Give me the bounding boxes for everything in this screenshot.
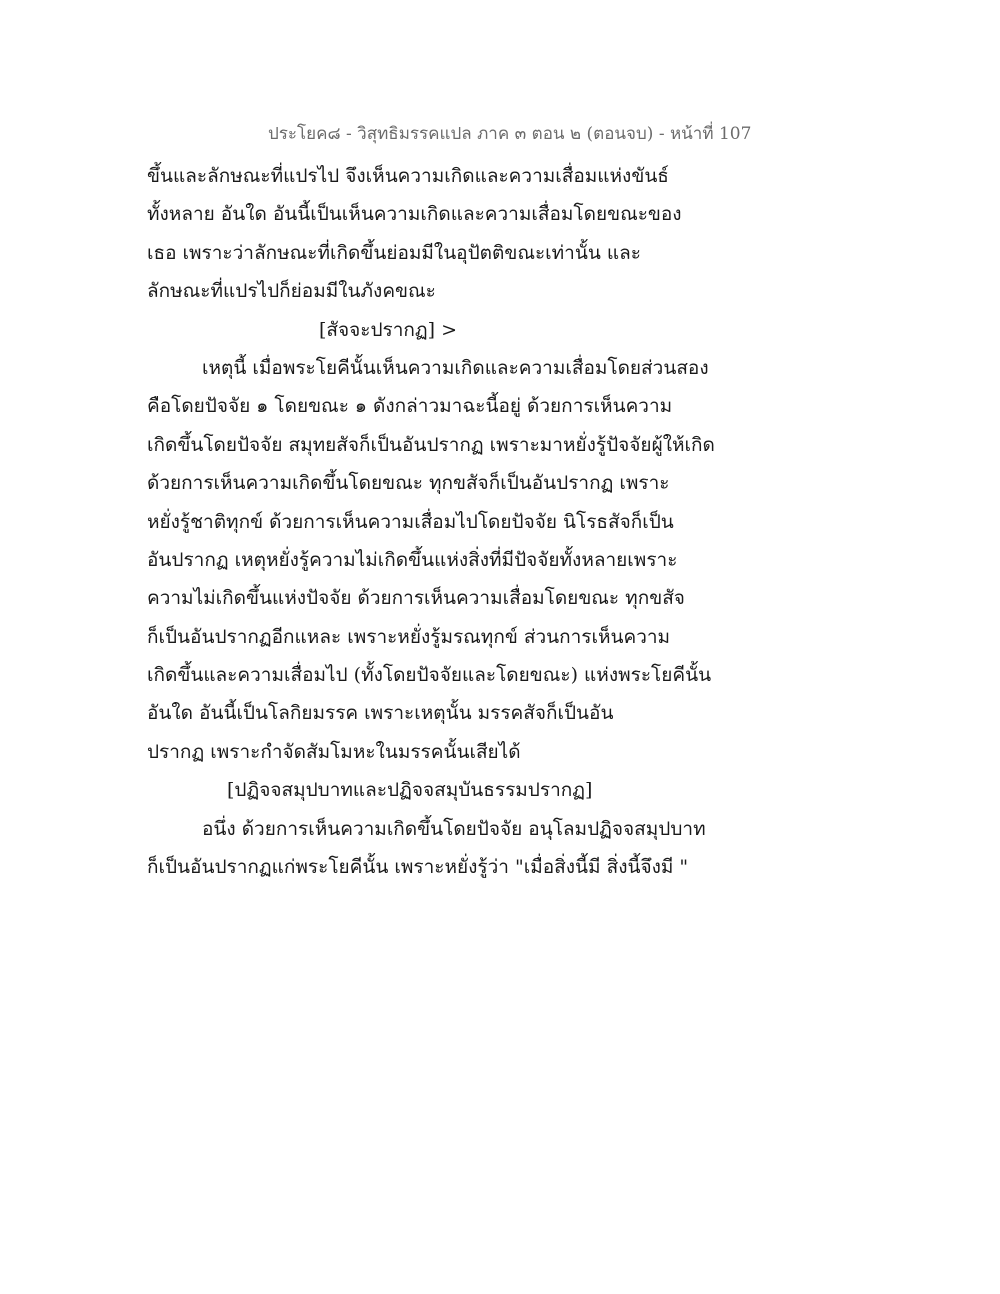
text-line: อนึ่ง ด้วยการเห็นความเกิดขึ้นโดยปัจจัย อนุโลมปฏิจจสมุปบาท [202,817,706,840]
body-text [147,157,747,886]
text-line: ทั้งหลาย อันใด อันนี้เป็นเห็นความเกิดและความเสื่อมโดยขณะของ [147,203,682,226]
text-line: ก็เป็นอันปรากฏแก่พระโยคีนั้น เพราะหยั่งรู้ว่า "เมื่อสิ่งนี้มี สิ่งนี้จึงมี " [147,856,689,879]
text-line: ความไม่เกิดขึ้นแห่งปัจจัย ด้วยการเห็นความเสื่อมโดยขณะ ทุกขสัจ [147,587,685,610]
text-line: คือโดยปัจจัย ๑ โดยขณะ ๑ ดังกล่าวมาฉะนี้อยู่ ด้วยการเห็นความ [147,395,673,418]
text-line: อันใด อันนี้เป็นโลกิยมรรค เพราะเหตุนั้น มรรคสัจก็เป็นอัน [147,702,614,725]
section-heading: [สัจจะปรากฏ] > [319,318,458,341]
text-line: ก็เป็นอันปรากฏอีกแหละ เพราะหยั่งรู้มรณทุกข์ ส่วนการเห็นความ [147,625,671,648]
section-heading: [ปฏิจจสมุปบาทและปฏิจจสมุบันธรรมปรากฏ] [227,779,593,802]
text-line: ปรากฏ เพราะกำจัดสัมโมหะในมรรคนั้นเสียได้ [147,740,521,763]
text-line: เหตุนี้ เมื่อพระโยคีนั้นเห็นความเกิดและความเสื่อมโดยส่วนสอง [202,356,709,379]
text-line: ด้วยการเห็นความเกิดขึ้นโดยขณะ ทุกขสัจก็เป็นอันปรากฏ เพราะ [147,472,670,495]
text-line: เกิดขึ้นโดยปัจจัย สมุทยสัจก็เป็นอันปรากฏ เพราะมาหยั่งรู้ปัจจัยผู้ให้เกิด [147,433,715,456]
text-line: ขึ้นและลักษณะที่แปรไป จึงเห็นความเกิดและความเสื่อมแห่งขันธ์ [147,165,669,187]
text-line: หยั่งรู้ชาติทุกข์ ด้วยการเห็นความเสื่อมไปโดยปัจจัย นิโรธสัจก็เป็น [147,510,674,533]
text-line: ลักษณะที่แปรไปก็ย่อมมีในภังคขณะ [147,280,436,303]
text-line: อันปรากฏ เหตุหยั่งรู้ความไม่เกิดขึ้นแห่งสิ่งที่มีปัจจัยทั้งหลายเพราะ [147,548,678,571]
text-line: เกิดขึ้นและความเสื่อมไป (ทั้งโดยปัจจัยและโดยขณะ) แห่งพระโยคีนั้น [147,664,712,687]
text-line: เธอ เพราะว่าลักษณะที่เกิดขึ้นย่อมมีในอุปัตติขณะเท่านั้น และ [147,241,641,264]
running-header: ประโยค๘ - วิสุทธิมรรคแปล ภาค ๓ ตอน ๒ (ตอนจบ) - หน้าที่ 107 [268,124,752,144]
